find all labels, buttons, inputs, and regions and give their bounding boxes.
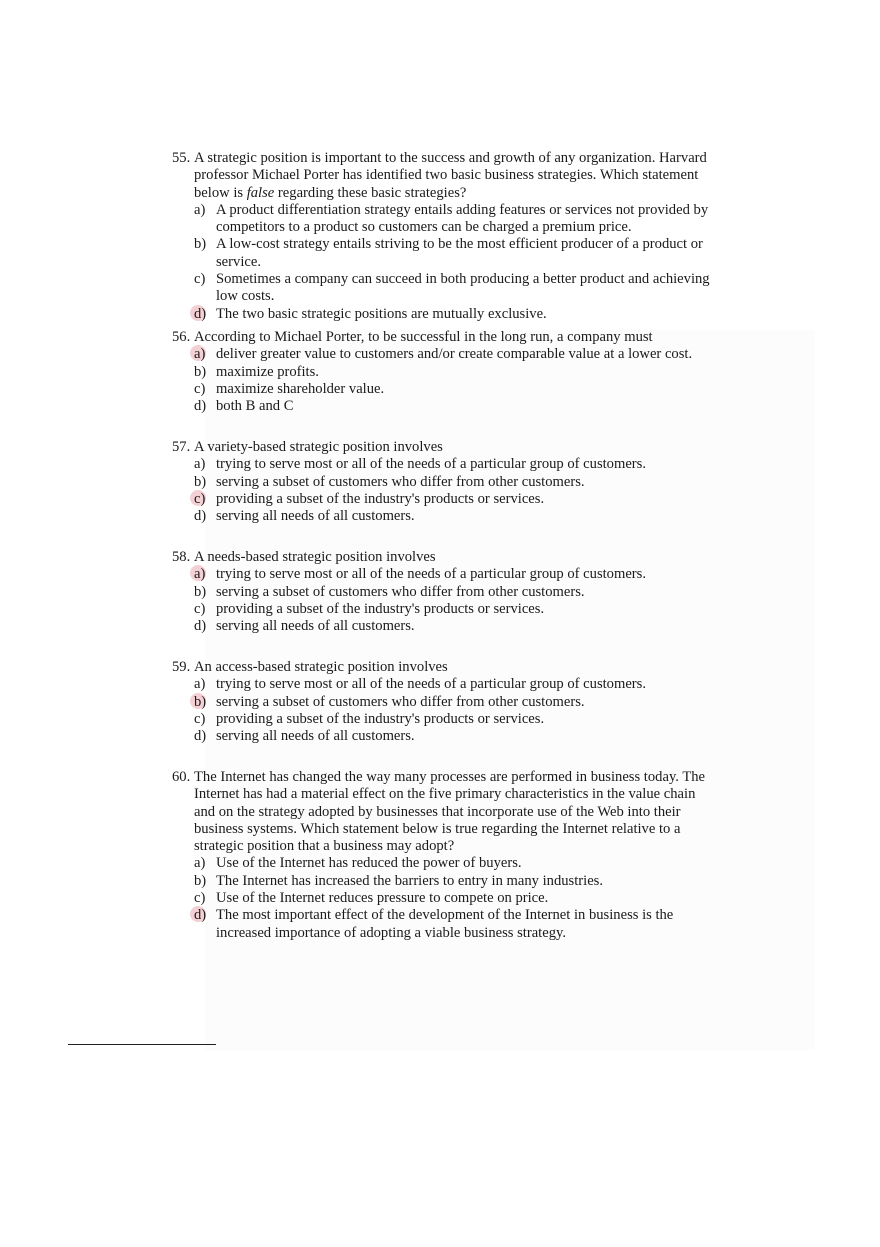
- answer-option: [172, 890, 712, 907]
- stem-text: A strategic position is important to the success and growth of any organization. Harvard professor Michael Porter has identified two basic business strategies. Which statement below is: [194, 150, 707, 201]
- option-text: A product differentiation strategy entails adding features or services not provided by competitors to a product so customers can be charged a premium price.: [216, 201, 709, 236]
- question-number: 58.: [172, 549, 191, 565]
- option-text: trying to serve most or all of the needs of a particular group of customers.: [216, 456, 646, 473]
- option-letter: a): [194, 201, 206, 218]
- answer-option: [172, 873, 712, 890]
- option-letter: b): [194, 693, 207, 710]
- answer-option: [172, 508, 712, 525]
- footnote-separator: [68, 1044, 216, 1045]
- answer-option: [172, 202, 712, 237]
- question-55: [172, 150, 712, 323]
- question-stem: [172, 549, 712, 566]
- option-text: deliver greater value to customers and/or create comparable value at a lower cost.: [216, 346, 693, 363]
- option-letter: c): [194, 890, 206, 907]
- option-letter: d): [194, 508, 207, 525]
- question-59: [172, 659, 712, 745]
- answer-option: [172, 601, 712, 618]
- option-letter: a): [194, 346, 206, 363]
- question-58: [172, 549, 712, 635]
- option-letter: c): [194, 490, 206, 507]
- option-text: serving a subset of customers who differ from other customers.: [216, 473, 585, 490]
- option-text: Use of the Internet reduces pressure to compete on price.: [216, 890, 549, 907]
- option-text: Sometimes a company can succeed in both producing a better product and achieving low costs.: [216, 271, 710, 305]
- answer-option: [172, 584, 712, 601]
- answer-option: [172, 711, 712, 728]
- answer-option: [172, 566, 712, 583]
- question-stem: [172, 769, 712, 855]
- option-letter: d): [194, 907, 207, 924]
- answer-option: [172, 398, 712, 415]
- option-text: A low-cost strategy entails striving to be the most efficient producer of a product or service.: [216, 236, 703, 270]
- answer-option: [172, 346, 712, 363]
- option-text: providing a subset of the industry's products or services.: [216, 490, 545, 507]
- question-56: [172, 329, 712, 415]
- option-letter: a): [194, 566, 206, 583]
- option-letter: d): [194, 305, 207, 322]
- answer-option: [172, 907, 712, 942]
- option-letter: c): [194, 271, 206, 288]
- option-text: providing a subset of the industry's products or services.: [216, 710, 545, 727]
- option-letter: d): [194, 728, 207, 745]
- option-text: serving all needs of all customers.: [216, 508, 415, 525]
- option-letter: d): [194, 398, 207, 415]
- option-text: trying to serve most or all of the needs of a particular group of customers.: [216, 676, 646, 693]
- option-letter: a): [194, 456, 206, 473]
- option-letter: a): [194, 676, 206, 693]
- question-number: 59.: [172, 659, 191, 675]
- answer-option: [172, 491, 712, 508]
- question-stem: [172, 659, 712, 676]
- answer-option: [172, 474, 712, 491]
- option-text: maximize profits.: [216, 363, 319, 380]
- option-letter: c): [194, 710, 206, 727]
- option-text: Use of the Internet has reduced the power of buyers.: [216, 855, 522, 872]
- option-letter: b): [194, 872, 207, 889]
- option-letter: c): [194, 600, 206, 617]
- option-text: serving all needs of all customers.: [216, 728, 415, 745]
- option-letter: d): [194, 618, 207, 635]
- option-letter: a): [194, 855, 206, 872]
- answer-option: [172, 694, 712, 711]
- stem-text: A needs-based strategic position involves: [194, 549, 436, 565]
- stem-text: regarding these basic strategies?: [274, 184, 467, 201]
- question-number: 55.: [172, 150, 191, 166]
- answer-option: [172, 381, 712, 398]
- stem-italic: false: [246, 184, 275, 201]
- answer-option: [172, 271, 712, 306]
- option-letter: b): [194, 473, 207, 490]
- question-number: 60.: [172, 769, 191, 785]
- option-text: The most important effect of the development of the Internet in business is the increased importance of adopting a viable business strategy.: [216, 907, 674, 941]
- question-60: [172, 769, 712, 942]
- answer-option: [172, 676, 712, 693]
- option-letter: b): [194, 363, 207, 380]
- option-text: providing a subset of the industry's products or services.: [216, 600, 545, 617]
- option-text: maximize shareholder value.: [216, 380, 385, 397]
- question-number: 56.: [172, 329, 191, 345]
- stem-text: A variety-based strategic position involves: [194, 439, 443, 455]
- option-letter: b): [194, 236, 207, 253]
- question-number: 57.: [172, 439, 191, 455]
- option-text: The two basic strategic positions are mutually exclusive.: [216, 305, 547, 322]
- option-text: both B and C: [216, 398, 294, 415]
- answer-option: [172, 456, 712, 473]
- question-57: [172, 439, 712, 525]
- option-text: serving a subset of customers who differ from other customers.: [216, 583, 585, 600]
- answer-option: [172, 364, 712, 381]
- question-stem: [172, 439, 712, 456]
- option-letter: c): [194, 380, 206, 397]
- stem-text: According to Michael Porter, to be successful in the long run, a company must: [194, 329, 653, 345]
- option-text: serving a subset of customers who differ from other customers.: [216, 693, 585, 710]
- question-stem: [172, 150, 712, 202]
- answer-option: [172, 236, 712, 271]
- option-letter: b): [194, 583, 207, 600]
- question-stem: [172, 329, 712, 346]
- answer-option: [172, 728, 712, 745]
- stem-text: The Internet has changed the way many processes are performed in business today. The Internet has had a material effect on the five primary characteristics in the value chain and on the strategy adopted by businesses that incorporate use of the Web into their business systems. Which statement below is true regarding the Internet relative to a strategic position that a business may adopt?: [194, 769, 706, 855]
- answer-option: [172, 855, 712, 872]
- answer-option: [172, 618, 712, 635]
- answer-option: [172, 306, 712, 323]
- option-text: trying to serve most or all of the needs of a particular group of customers.: [216, 566, 646, 583]
- option-text: The Internet has increased the barriers to entry in many industries.: [216, 872, 604, 889]
- stem-text: An access-based strategic position involves: [194, 659, 448, 675]
- option-text: serving all needs of all customers.: [216, 618, 415, 635]
